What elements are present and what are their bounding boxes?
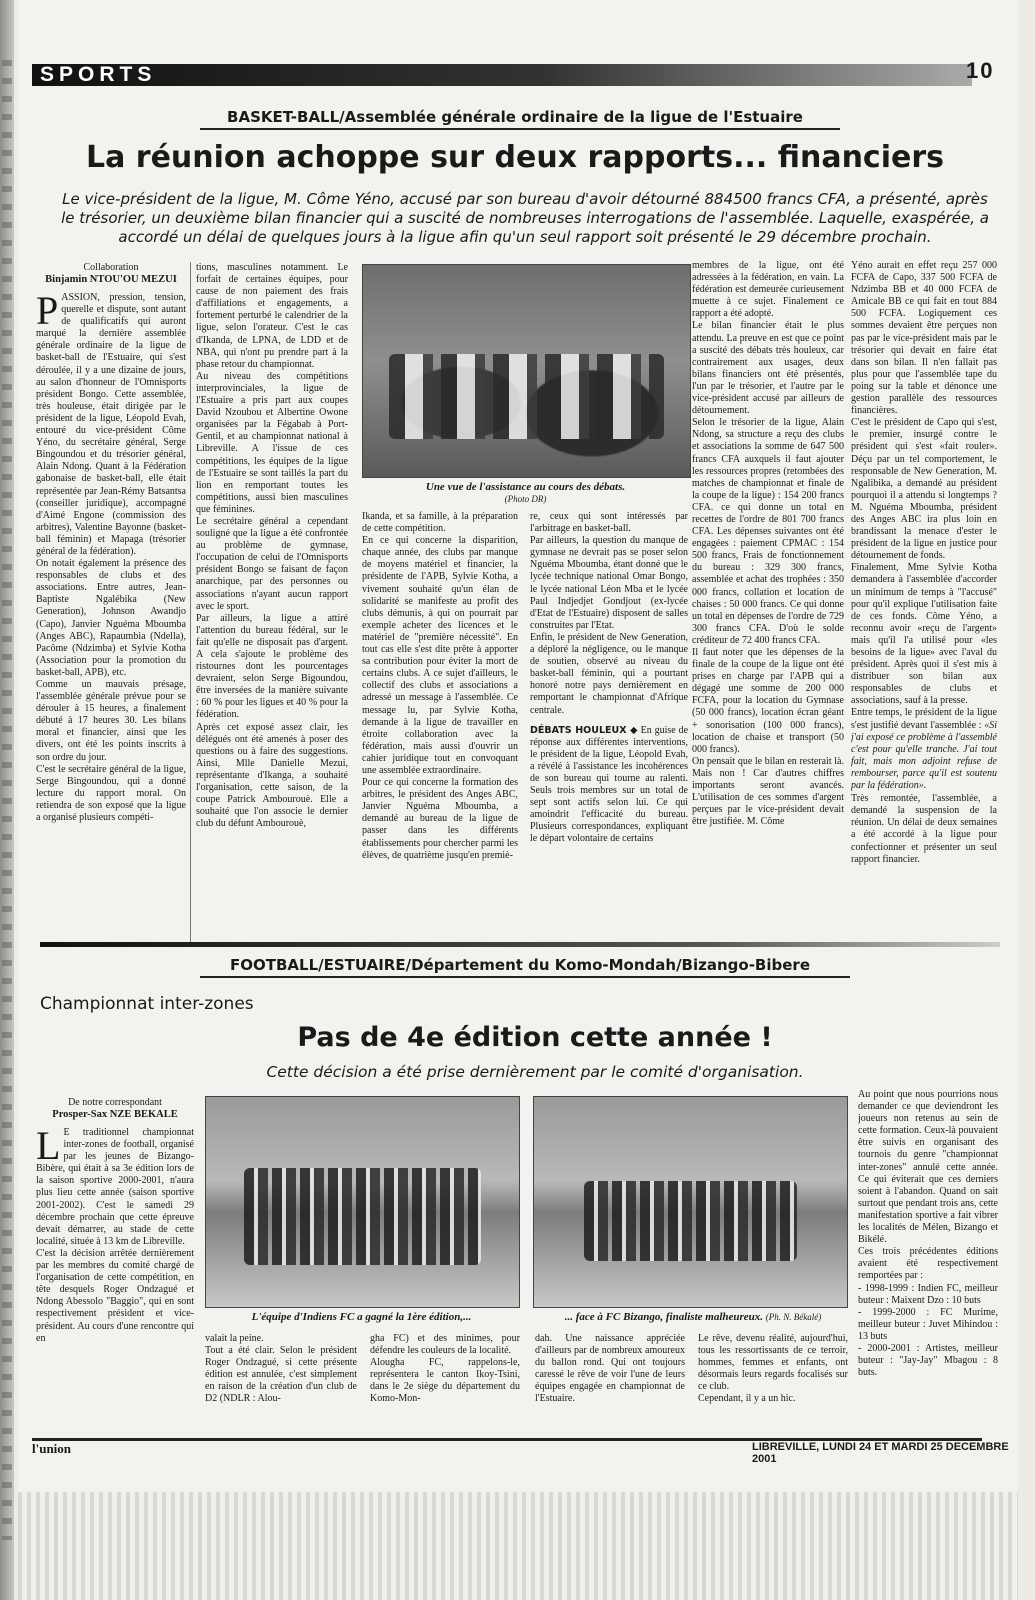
team-players — [584, 1181, 797, 1261]
photo-credit: (Ph. N. Békalé) — [765, 1312, 822, 1322]
binding-edge — [0, 0, 14, 1600]
article1-column-6 — [851, 260, 997, 944]
byline-label: Collaboration — [83, 262, 139, 273]
article2-column-3: gha FC) et des minimes, pour défendre les couleurs de la localité. Alougha FC, rappelons-le, représentera le canton Ikoy-Tsini, dans le 2e siège du département du Komo-Mon- — [370, 1333, 520, 1405]
caption-text: Une vue de l'assistance au cours des débats. — [425, 481, 626, 493]
section-bar — [32, 64, 972, 86]
article-text: En guise de réponse aux différentes interventions, le président de la ligue, Léopold Evah, a révélé à l'assistance les incohérences de son bureau qui tourne au ralenti. Seuls trois membres sur un total de sept sont actifs selon lui. Ce qui amoindrit l'efficacité du bureau. Plusieurs correspondances, expliquant le départ volontaire de certains — [530, 724, 688, 845]
article2-deck: Cette décision a été prise dernièrement par le comité d'organisation. — [266, 1063, 804, 1081]
team-players — [244, 1168, 482, 1265]
dropcap: P — [36, 288, 59, 333]
article2-column-6: Au point que nous pourrions nous demander ce que deviendront les joueurs non retenus au sein de cette formation. Ceux-là pouvaient être suivis en organisant des tournois du genre "championnat inter-zones" annulé cette année. Ce qui éviterait que ces derniers soient à l'abandon. Quand on sait surtout que pendant trois ans, cette manifestation sportive a fait vibrer les localités de Mélen, Bizango et Bikélé. Ces trois précédentes éditions avaient été respectivement remportées par : - 1998-1999 : Indien FC, meilleur buteur : Maixent Dzo : 10 buts - 1999-2000 : FC Murime, meilleur buteur : Juvet Mihindou : 13 buts - 2000-2001 : Artistes, meilleur buteur : "Jay-Jay" Mbagou : 8 buts. — [858, 1089, 998, 1379]
kicker-underline — [200, 128, 840, 130]
quote: «Si j'ai exposé ce problème à l'assemblé c'est pour qu'elle tranche. J'ai tout fait, mais mon adjoint refuse de rembourser, parce qu'il est soutenu par la fédération». — [851, 719, 997, 792]
dateline: LIBREVILLE, LUNDI 24 ET MARDI 25 DECEMBRE 2001 — [752, 1441, 1009, 1465]
photo-caption — [362, 481, 689, 505]
indiens-fc-team-photo — [205, 1096, 520, 1308]
article1-column-4 — [530, 511, 688, 944]
article-text: Yéno aurait en effet reçu 257 000 FCFA de Capo, 337 500 FCFA de Ndzimba BB et 40 000 FCFA de Amicale BB ce qui fait en tout 884 500 FCFA. Logiquement ces sommes devaient être perçues non pas par le vice-président mais par le trésorier qui devait en faire état dans son bilan. Il n'en fallait pas plus pour que l'assemblée tape du poing sur la table et dénonce une gestion parallèle des ressources financières. C'est le président de Capo qui s'est, le premier, insurgé contre le président qui s'est «fait rouler». Déçu par un tel comportement, le responsable de New Generation, M. Ngalibika, a demandé au président pourquoi il a attendu si longtemps ? M. Nguéma Mboumba, président des Anges ABC ira plus loin en brandissant la menace d'ester le président de la ligue en justice pour détournement de fonds. Finalement, Mme Sylvie Kotha demandera à l'assemblée d'accorder un minimum de temps à "l'accusé" pour qu'il explique l'utilisation faite de ces fonds. Côme Yéno, a reconnu avoir «reçu de l'argent» mais qu'il l'a utilisé pour «les besoins de la ligue» avec l'aval du président. Après quoi il s'est mis à distribuer son bilan aux responsables de clubs et associations, sauf à la presse. Entre temps, le président de la ligue s'est justifié devant l'assemblée : — [851, 260, 997, 731]
article2-column-1 — [36, 1097, 194, 1433]
article1-kicker: BASKET-BALL/Assemblée générale ordinaire de la ligue de l'Estuaire — [227, 108, 803, 126]
article-text: ASSION, pression, tension, querelle et dispute, sont autant de qualificatifs qui auront marqué la dernière assemblée générale ordinaire de la ligue de basket-ball de l'Estuaire, qui s'est déroulée, il y a une dizaine de jours, au salon d'honneur de l'Omnisports président Bongo. Cette assemblée, très houleuse, était dirigée par le président de la ligue, Léopold Evah, entouré du vice-président Côme Yéno, du secrétaire général, Serge Bingoundou et du trésorier général, Alain Ndong. Quant à la Fédération gabonaise de basket-ball, elle était représentée par Jean-Rémy Batsantsa (conseiller juridique), accompagné d'Aimé Engone (commission des arbitres), Valentine Bayonne (basket-ball féminin) et Mapaga (trésorier général de la fédération). On notait également la présence des responsables de clubs et des associations. Entre autres, Jean-Baptiste Ngalébika (New Generation), Johnson Awandjo (Capo), Janvier Nguéma Mboumba (Anges ABC), Rapaumbia (Ndella), Pacôme (Ndzimba) et Sylvie Kotha (Association pour la promotion du basket-ball, APB), etc. Comme un mauvais présage, l'assemblée générale prévue pour se dérouler à 15 heures, a finalement débuté à 17 heures 30. Les bilans moral et financier, ainsi que les divers, ont été les points inscrits à son ordre du jour. C'est le secrétaire général de la ligue, Serge Bingoundou, qui a donné lecture du rapport moral. On retiendra de son exposé que la ligue a organisé plusieurs compéti- — [36, 292, 186, 824]
article1-deck: Le vice-président de la ligue, M. Côme Yéno, accusé par son bureau d'avoir détourné 884500 francs CFA, a présenté, après le trésorier, un deuxième bilan financier qui a suscité de nombreuses interrogations de l'assemblée. Laquelle, exaspérée, a accordé un délai de quelques jours à la ligue afin qu'un seul rapport soit présenté le 29 décembre prochain. — [61, 190, 989, 246]
newspaper-masthead: l'union — [32, 1441, 72, 1456]
photo-credit: (Photo DR) — [504, 494, 547, 504]
article2-kicker: FOOTBALL/ESTUAIRE/Département du Komo-Mondah/Bizango-Bibere — [229, 956, 810, 974]
photo-caption-right — [533, 1311, 853, 1323]
article1-byline — [36, 262, 186, 286]
competition-label: Championnat inter-zones — [40, 994, 254, 1014]
article1-column-1 — [36, 262, 186, 944]
assembly-photo — [362, 264, 691, 478]
column-rule — [190, 262, 191, 942]
article1-column-2: tions, masculines notamment. Le forfait de certaines équipes, pour cause de non paiement des frais d'affiliations et engagements, a fortement perturbé le calendrier de la ligue, selon l'orateur. C'est le cas d'Ikanda, de LPNA, de LDD et de NBA, qui n'ont pu prendre part à la phase retour du championnat. Au niveau des compétitions interprovinciales, la ligue de l'Estuaire a pris part aux coupes David Nzoubou et Albertine Owone organisées par la Fégabab à Port-Gentil, et au championnat national à Libreville. A l'issue de ces compétitions, les équipes de la ligue de l'Estuaire se sont taillés la part du lion en remportant toutes les compétitions, aussi bien masculines que féminines. Le secrétaire général a cependant souligné que la ligue a été confrontée au problème de gymnase, l'occupation de celui de l'Omnisports président Bongo se faisant de façon anarchique, par des personnes ou associations n'ayant aucun rapport avec le sport. Par ailleurs, la ligue a attiré l'attention du bureau fédéral, sur le fait qu'elle ne disposait pas d'argent. A cela s'ajoute le problème des ristournes dont les pourcentages devraient, selon Serge Bigoundou, être inversées de la manière suivante : 60 % pour les ligues et 40 % pour la fédération. Après cet exposé assez clair, les délégués ont été amenés à poser des questions ou à faire des suggestions. Ainsi, Mlle Danielle Mezui, représentante d'Ikanga, a souhaité l'organisation, cette saison, de la coupe Patrick Ambourouè. Elle a souhaité que l'on associe le dernier club du défunt Ambourouè, — [196, 262, 348, 830]
scan-backdrop — [18, 1492, 1018, 1600]
section-divider — [40, 942, 1000, 947]
fc-bizango-team-photo — [533, 1096, 848, 1308]
article-text: E traditionnel championnat inter-zones de football, organisé par les jeunes de Bizango-Bibère, qui était à sa 3e édition lors de la saison sportive 2000-2001, n'aura plus lieu cette année (saison sportive 2001-2002). C'est le samedi 29 décembre prochain que cette épreuve devait démarrer, au stade de cette localité, située à 13 km de Libreville. C'est la décision arrêtée dernièrement par les membres du comité chargé de l'organisation de cette compétition, en tête desquels Roger Ondzagué et Ndong Abessolo "Baggio", qui en sont respectivement président et vice-président. Au cours d'une rencontre qui en — [36, 1127, 194, 1344]
page-number: 10 — [966, 58, 995, 83]
dropcap: L — [36, 1123, 61, 1168]
photo-caption-left: L'équipe d'Indiens FC a gagné la 1ère édition,... — [251, 1311, 472, 1323]
article2-headline: Pas de 4e édition cette année ! — [297, 1022, 773, 1053]
byline-label: De notre correspondant — [68, 1097, 162, 1108]
article-text: re, ceux qui sont intéressés par l'arbitrage en basket-ball. Par ailleurs, la question du manque de gymnase ne devrait pas se poser selon Nguéma Mboumba, étant donné que le lycée technique national Omar Bongo, le lycée national Léon Mba et le lycée Paul Indjedjet Gondjout (ex-lycée d'Etat de l'Estuaire) disposent de salles construites par l'Etat. Enfin, le président de New Generation, a déploré la négligence, ou le manque de soutien, observé au niveau du basket-ball féminin, qui a pourtant honoré notre pays dernièrement en remportant le championnat d'Afrique centrale. — [530, 511, 688, 716]
article2-column-4: dah. Une naissance appréciée d'ailleurs par de nombreux amoureux du ballon rond. Qui ont toujours caressé le rêve de voir l'une de leurs équipes engagée en championnat de l'Estuaire. — [535, 1333, 685, 1405]
byline-author: Binjamin NTOU'OU MEZUI — [45, 274, 177, 285]
binding-holes — [2, 60, 12, 1540]
subhead: DÉBATS HOULEUX ◆ — [530, 724, 638, 736]
caption-text: ... face à FC Bizango, finaliste malheureux. — [564, 1311, 764, 1323]
article2-column-2: valait la peine. Tout a été clair. Selon le président Roger Ondzagué, si cette présente édition est annulée, c'est simplement en raison de la création d'un club de D2 (NDLR : Alou- — [205, 1333, 357, 1405]
audience-figures — [389, 354, 664, 439]
article2-column-5: Le rêve, devenu réalité, aujourd'hui, tous les ressortissants de ce terroir, hommes, femmes et enfants, ont désormais leurs regards focalisés sur ce club. Cependant, il y a un hic. — [698, 1333, 848, 1405]
article2-byline — [36, 1097, 194, 1121]
article-text: Très remontée, l'assemblée, a demandé la suspension de la réunion. Un délai de deux semaines a été accordé à la ligue pour confectionner et présenter un seul rapport financier. — [851, 793, 997, 865]
kicker-underline — [200, 976, 850, 978]
article1-headline: La réunion achoppe sur deux rapports... financiers — [85, 140, 944, 175]
article1-column-5: membres de la ligue, ont été adressées à la fédération, en vain. La fédération est demeurée curieusement muette à ce sujet. Finalement ce rapport a été adopté. Le bilan financier était le plus attendu. La preuve en est que ce point a suscité des débats très houleux, car contrairement aux usages, deux bilans financiers ont été présentés, l'un par le trésorier, et l'autre par le vice-président accusé par ailleurs de détournement. Selon le trésorier de la ligue, Alain Ndong, sa structure a reçu des clubs et associations la somme de 647 500 francs CFA auxquels il faut ajouter les ressources propres (retombées des matches de championnat et finale de la coupe de la ligue) : 154 200 francs CFA. ce qui donne un total en recettes de l'ordre de 801 700 francs CFA. Les dépenses suivantes ont été engagées : paiement CPMAC : 154 500 francs, Frais de fonctionnement du bureau : 329 300 francs, assemblée et achat des trophées : 350 000 francs, collation et location de chaises : 50 000 francs. Ce qui donne un total en dépenses de l'ordre de 729 300 francs CFA. D'où le solde créditeur de 72 400 francs CFA. Il faut noter que les dépenses de la finale de la coupe de la ligue ont été prises en charge par l'APB qui a dégagé une somme de 200 000 FCFA, pour la location du Gymnase (50 000 francs), location écran géant + sonorisation (100 000 francs), location de chaise et transport (50 000 francs). On pensait que le bilan en resterait là. Mais non ! Car d'autres chiffres importants seront avancés. L'utilisation de ces sommes d'argent perçues par le vice-président devait être justifiée. M. Côme — [692, 260, 844, 828]
article1-column-3: Ikanda, et sa famille, à la préparation de cette compétition. En ce qui concerne la disparition, chaque année, des clubs par manque de moyens matériel et financier, la présidente de l'APB, Sylvie Kotha, a vivement souhaité qu'un élan de solidarité se manifeste au profit des clubs démunis, à qui on pourrait par exemple acheter des licences et le matériel de "première nécessité". En tout cas elle s'est dite prête à apporter sa contribution pour éviter la mort de certains clubs. A ce sujet d'ailleurs, le collectif des clubs et associations a adressé un message à l'assemblée. Ce message lu, par Sylvie Kotha, demande à la ligue de travailler en étroite collaboration avec la fédération, mais aussi d'ouvrir un cahier juridique tout en convoquant une assemblée extraordinaire. Pour ce qui concerne la formation des arbitres, le président des Anges ABC, Janvier Nguéma Mboumba, a demandé au bureau de la ligue de passer dans les différents établissements pour chercher parmi les élèves, de quatrième jusqu'en premiè- — [362, 511, 518, 861]
section-title: SPORTS — [40, 63, 157, 86]
byline-author: Prosper-Sax NZE BEKALE — [52, 1109, 178, 1120]
